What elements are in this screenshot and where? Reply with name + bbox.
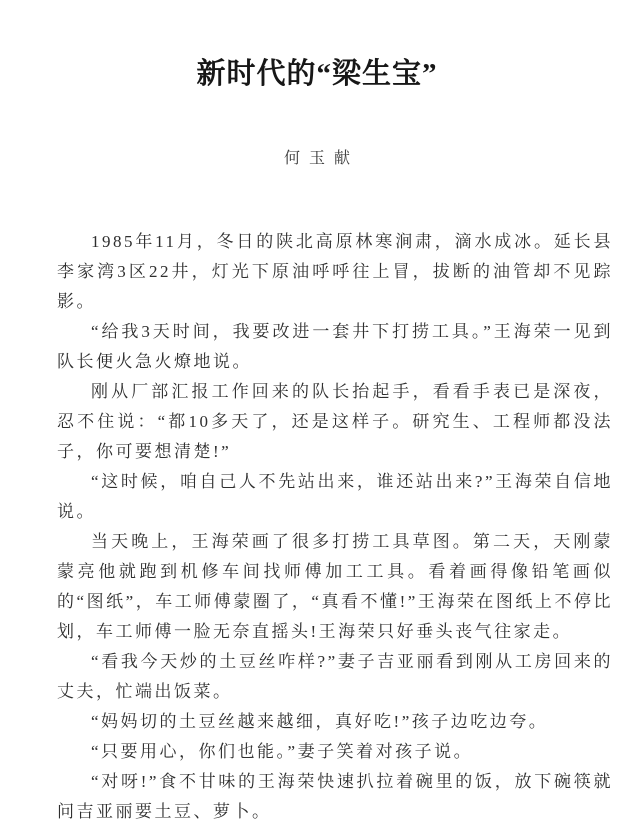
article-paragraph: “对呀!”食不甘味的王海荣快速扒拉着碗里的饭，放下碗筷就问吉亚丽要土豆、萝卜。 xyxy=(57,772,613,821)
article-paragraph: 刚从厂部汇报工作回来的队长抬起手，看看手表已是深夜，忍不住说：“都10多天了，还是这样子。研究生、工程师都没法子，你可要想清楚!” xyxy=(57,382,613,461)
article-body xyxy=(57,227,613,827)
article-author: 何玉献 xyxy=(283,150,359,167)
article-paragraph: 1985年11月，冬日的陕北高原林寒涧肃，滴水成冰。延长县李家湾3区22井，灯光下原油呼呼往上冒，拔断的油管却不见踪影。 xyxy=(57,232,613,311)
article-paragraph: “看我今天炒的土豆丝咋样?”妻子吉亚丽看到刚从工房回来的丈夫，忙端出饭菜。 xyxy=(57,652,613,701)
article-paragraph: “这时候，咱自己人不先站出来，谁还站出来?”王海荣自信地说。 xyxy=(57,472,613,521)
article-paragraph: 当天晚上，王海荣画了很多打捞工具草图。第二天，天刚蒙蒙亮他就跑到机修车间找师傅加工工具。看着画得像铅笔画似的“图纸”，车工师傅蒙圈了，“真看不懂!”王海荣在图纸上不停比划，车工师傅一脸无奈直摇头!王海荣只好垂头丧气往家走。 xyxy=(57,532,613,641)
article-paragraph: “只要用心，你们也能。”妻子笑着对孩子说。 xyxy=(91,742,474,761)
article-paragraph: “妈妈切的土豆丝越来越细，真好吃!”孩子边吃边夸。 xyxy=(91,712,549,731)
article-title: 新时代的“梁生宝” xyxy=(196,58,438,90)
article-paragraph: “给我3天时间，我要改进一套井下打捞工具。”王海荣一见到队长便火急火燎地说。 xyxy=(57,322,613,371)
